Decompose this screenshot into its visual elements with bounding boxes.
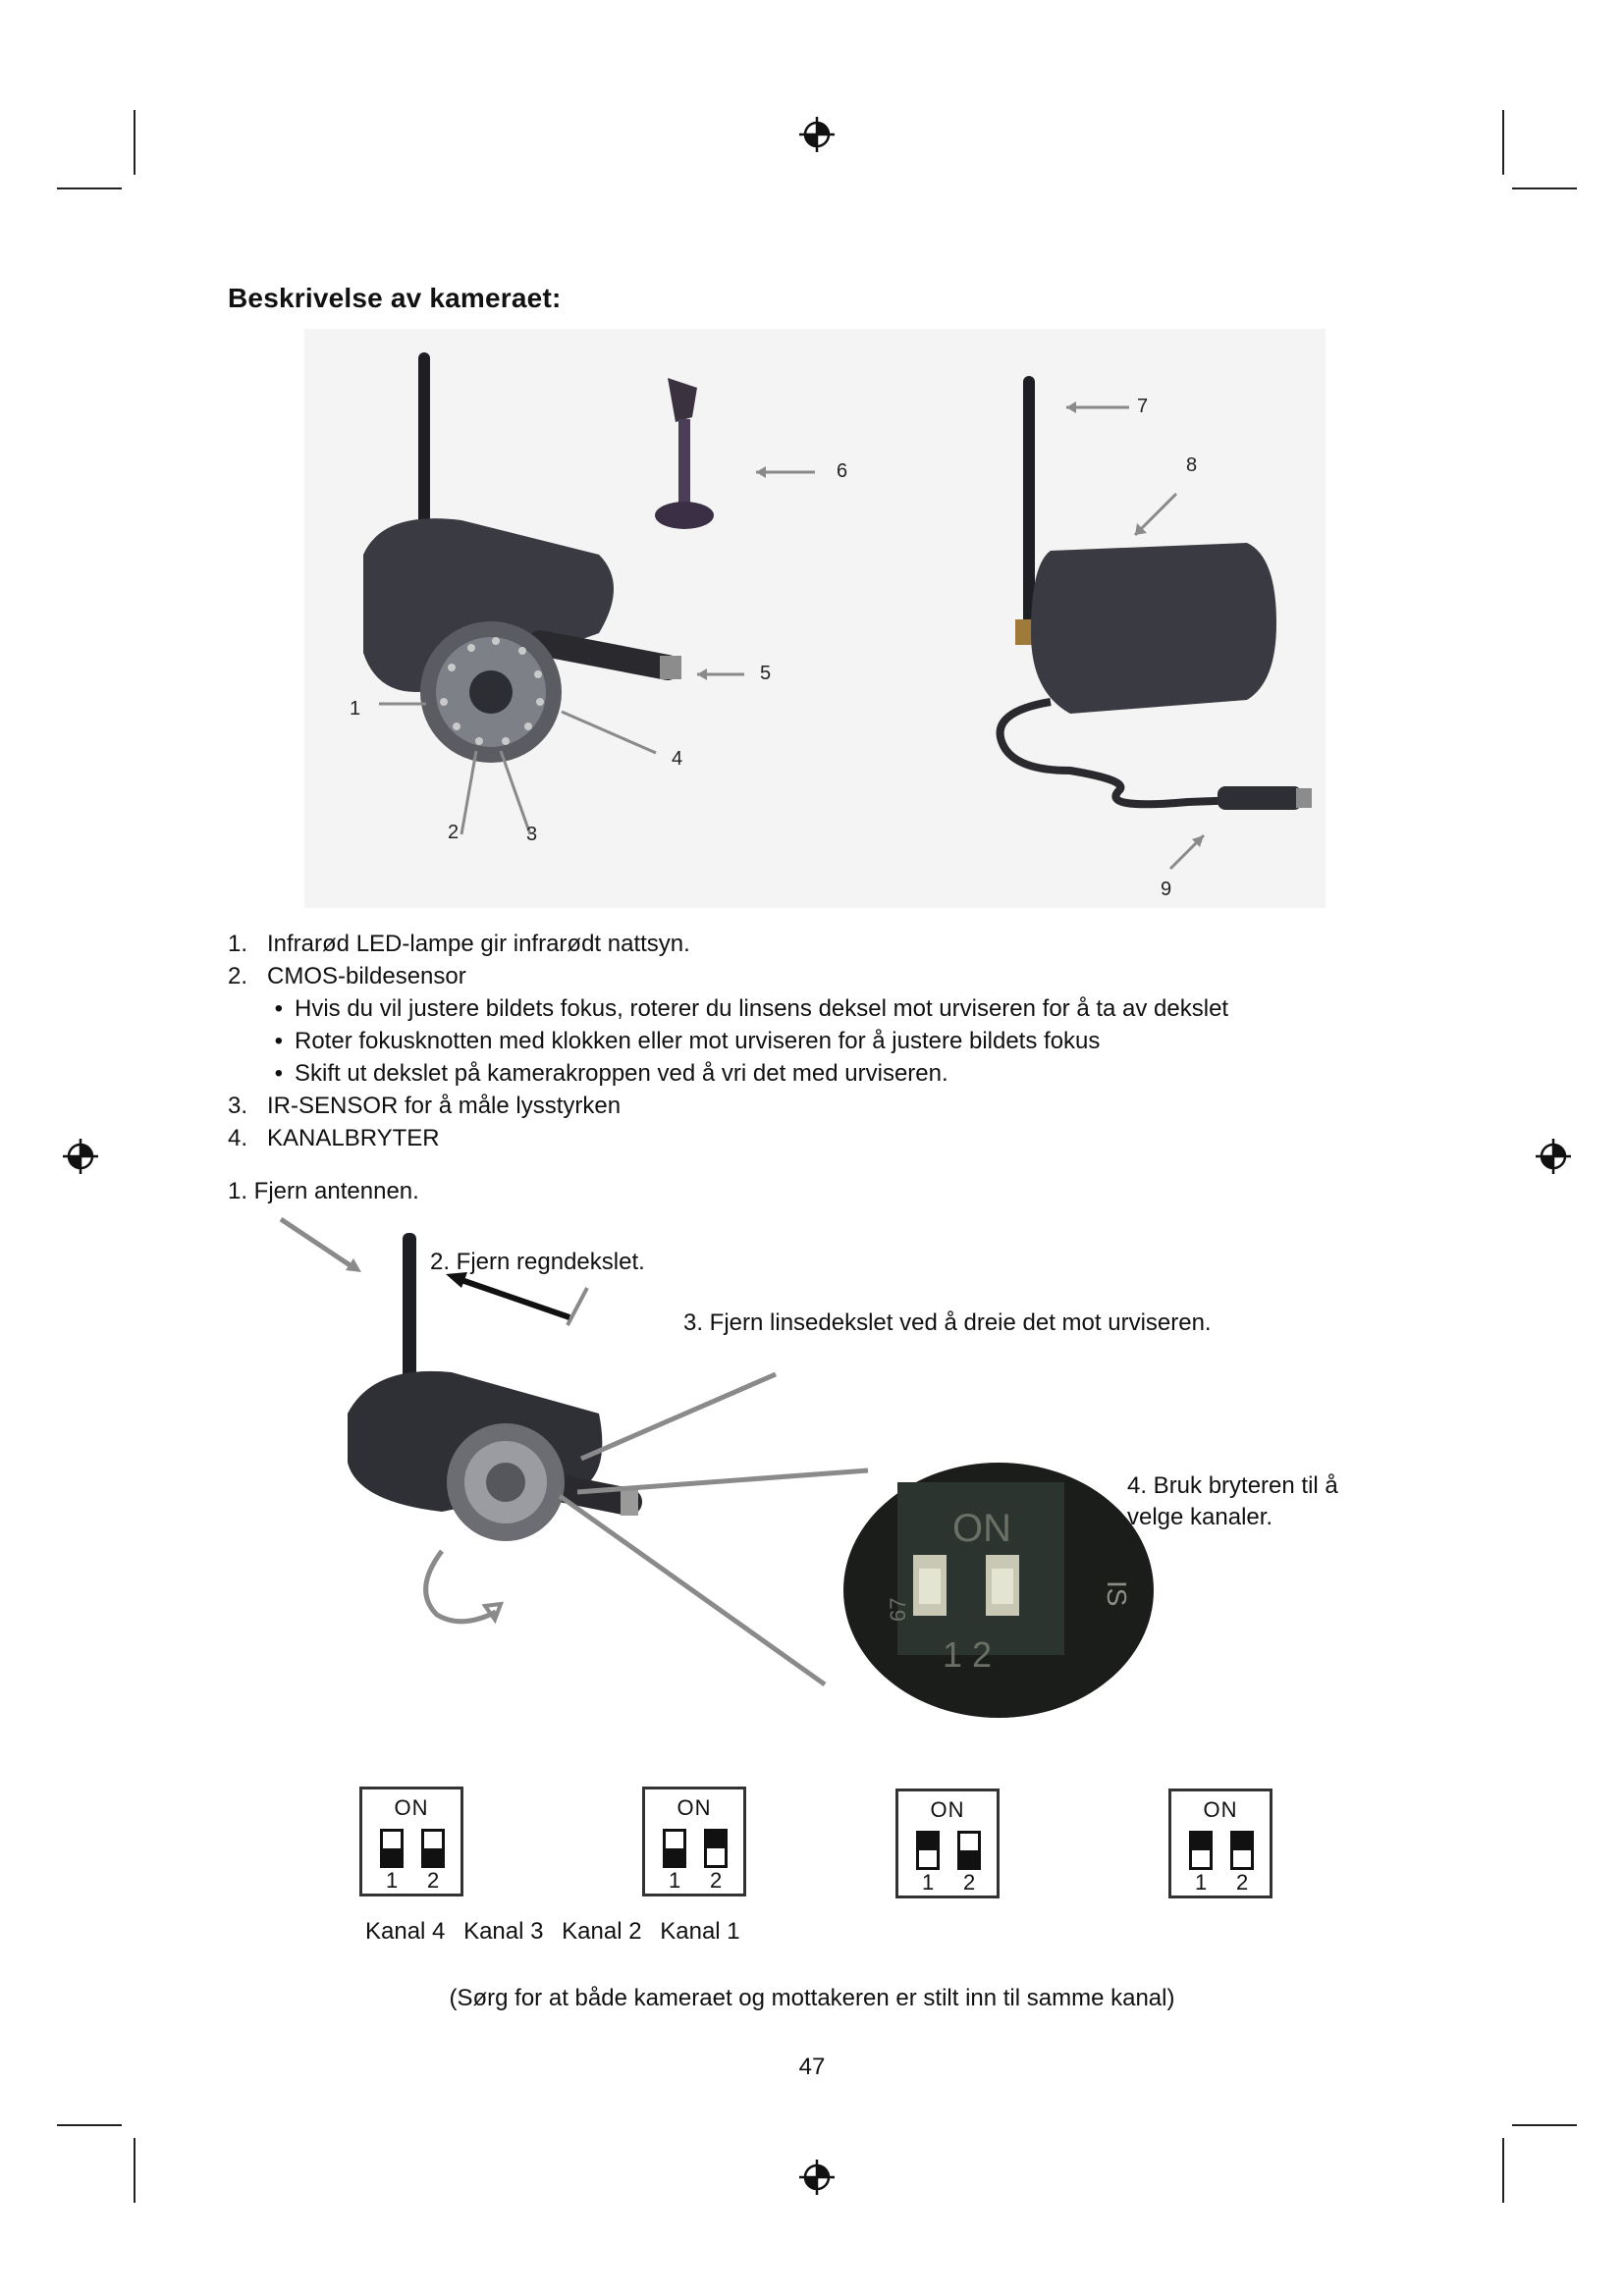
arrow-icon	[568, 1288, 587, 1325]
arrow-icon	[461, 1280, 569, 1317]
crop-mark-top-left-horizontal	[57, 187, 122, 189]
crop-mark-bottom-left-horizontal	[57, 2124, 122, 2126]
dip-switch-1	[1189, 1831, 1213, 1870]
crop-mark-bottom-left-vertical	[134, 2138, 135, 2203]
closeup-bottom-digits: 1 2	[943, 1634, 993, 1675]
crosshair-registration-icon	[61, 1137, 100, 1176]
cable-connector	[1218, 786, 1302, 810]
antenna	[1023, 376, 1035, 625]
crop-mark-top-right-vertical	[1502, 110, 1504, 175]
step-remove-lens-cover: 3. Fjern linsedekslet ved å dreie det mot urviseren.	[683, 1309, 1212, 1336]
step-remove-rain-cover: 2. Fjern regndekslet.	[430, 1249, 645, 1275]
crosshair-registration-icon	[797, 115, 837, 154]
callout-7: 7	[1137, 396, 1149, 417]
same-channel-note: (Sørg for at både kameraet og mottakeren er stilt inn til samme kanal)	[449, 1985, 1175, 2011]
crosshair-registration-icon	[797, 2158, 837, 2197]
closeup-on-label: ON	[952, 1507, 1011, 1550]
callout-9: 9	[1161, 879, 1172, 900]
page-number: 47	[798, 2054, 826, 2080]
crosshair-registration-icon	[1534, 1137, 1573, 1176]
channel-labels	[365, 1918, 752, 1946]
camera-body	[1031, 543, 1276, 714]
sub-list-item: • Skift ut dekslet på kamerakroppen ved å vri det med urviseren.	[274, 1060, 948, 1087]
channel-label: Kanal 1	[660, 1918, 740, 1945]
step-channel-switch-line2: velge kanaler.	[1127, 1504, 1273, 1530]
rotate-arrow-icon	[426, 1551, 496, 1622]
sub-list-item: • Roter fokusknotten med klokken eller mot urviseren for å justere bildets fokus	[274, 1028, 1101, 1054]
callout-2: 2	[448, 822, 460, 843]
dip-switch-1	[916, 1831, 940, 1870]
channel-label: Kanal 3	[463, 1918, 544, 1945]
closeup-side-digits: 67	[886, 1597, 910, 1622]
list-item: 1. Infrarød LED-lampe gir infrarødt nattsyn.	[228, 931, 690, 957]
closeup-right-mark: IS	[1102, 1580, 1132, 1607]
dip-switch-1	[663, 1829, 686, 1868]
section-title: Beskrivelse av kameraet:	[228, 283, 562, 313]
callout-1: 1	[350, 698, 361, 720]
arrow-icon	[281, 1219, 352, 1266]
list-item: 2. CMOS-bildesensor	[228, 963, 466, 989]
dip-switch-kanal-2: ON 1 2	[895, 1789, 1000, 1898]
crop-mark-bottom-right-horizontal	[1512, 2124, 1577, 2126]
dip-switch-kanal-3: ON 1 2	[642, 1787, 746, 1896]
crop-mark-top-right-horizontal	[1512, 187, 1577, 189]
dip-switch-2	[957, 1831, 981, 1870]
camera-parts-figure	[304, 329, 1326, 908]
sub-list-item: • Hvis du vil justere bildets fokus, roterer du linsens deksel mot urviseren for å ta av dekslet	[274, 995, 1229, 1022]
callout-5: 5	[760, 663, 772, 684]
channel-label: Kanal 4	[365, 1918, 446, 1945]
channel-label: Kanal 2	[562, 1918, 642, 1945]
callout-3: 3	[526, 824, 538, 845]
dip-switch-kanal-4: ON 1 2	[359, 1787, 463, 1896]
callout-8: 8	[1186, 454, 1198, 476]
list-item: 3. IR-SENSOR for å måle lysstyrken	[228, 1093, 622, 1119]
dip-switch-1	[380, 1829, 404, 1868]
callout-6: 6	[837, 460, 848, 482]
dip-switch-kanal-1: ON 1 2	[1168, 1789, 1272, 1898]
crop-mark-top-left-vertical	[134, 110, 135, 175]
description-list	[228, 928, 1228, 1154]
cable-connector	[660, 656, 681, 679]
step-channel-switch-line1: 4. Bruk bryteren til å	[1127, 1472, 1338, 1499]
callout-4: 4	[672, 748, 683, 770]
dip-switch-2	[704, 1829, 728, 1868]
list-item: 4. KANALBRYTER	[228, 1125, 440, 1151]
crop-mark-bottom-right-vertical	[1502, 2138, 1504, 2203]
step-remove-antenna: 1. Fjern antennen.	[228, 1178, 419, 1204]
dip-switch-2	[421, 1829, 445, 1868]
dip-switch-2	[1230, 1831, 1254, 1870]
